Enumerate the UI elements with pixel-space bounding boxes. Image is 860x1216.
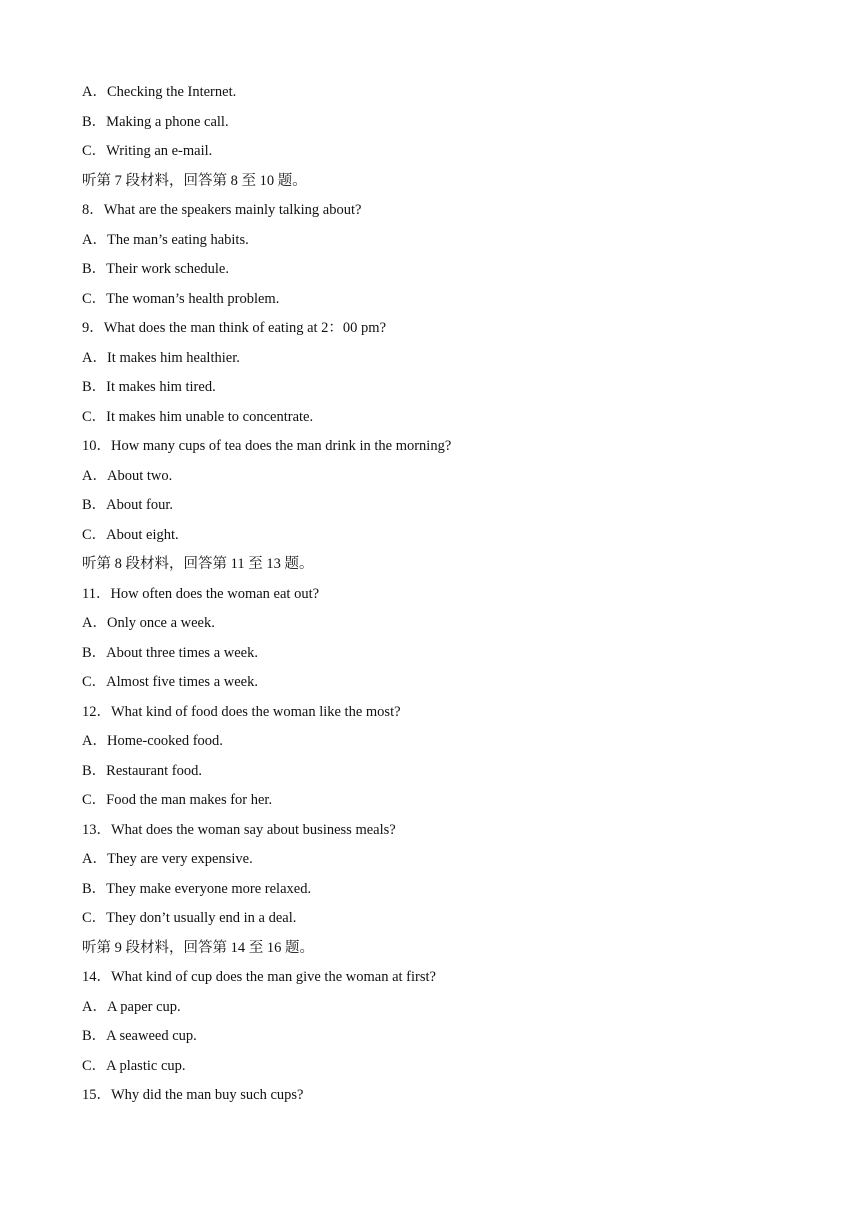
option-line: A．About two. xyxy=(82,467,173,484)
section-instruction: 听第 8 段材料，回答第 11 至 13 题。 xyxy=(82,556,314,572)
option-line: B．Restaurant food. xyxy=(82,762,203,779)
section-instruction: 听第 9 段材料，回答第 14 至 16 题。 xyxy=(82,939,314,956)
question-line: 15．Why did the man buy such cups? xyxy=(82,1087,304,1103)
option-line: A．It makes him healthier. xyxy=(82,349,240,366)
option-line: B．A seaweed cup. xyxy=(82,1028,197,1044)
option-line: B．About three times a week. xyxy=(82,644,258,661)
option-line: A．Checking the Internet. xyxy=(82,84,237,100)
option-line: C．The woman’s health problem. xyxy=(82,290,280,307)
question-line: 14．What kind of cup does the man give the woman at first? xyxy=(82,969,436,985)
option-line: C．Almost five times a week. xyxy=(82,674,258,690)
question-line: 12．What kind of food does the woman like the most? xyxy=(82,703,401,720)
option-line: A．The man’s eating habits. xyxy=(82,231,249,248)
option-line: B．They make everyone more relaxed. xyxy=(82,880,312,897)
option-line: A．Home-cooked food. xyxy=(82,733,223,749)
option-line: B．About four. xyxy=(82,497,174,513)
question-line: 13．What does the woman say about business meals? xyxy=(82,821,396,838)
section-instruction: 听第 7 段材料，回答第 8 至 10 题。 xyxy=(82,172,307,189)
option-line: B．Their work schedule. xyxy=(82,261,229,277)
option-line: C．A plastic cup. xyxy=(82,1057,186,1074)
option-line: C．Writing an e-mail. xyxy=(82,143,213,159)
question-line: 9．What does the man think of eating at 2：00 pm? xyxy=(82,320,387,336)
question-line: 8．What are the speakers mainly talking about? xyxy=(82,202,362,218)
option-line: B．Making a phone call. xyxy=(82,113,229,130)
option-line: A．A paper cup. xyxy=(82,998,181,1015)
option-line: C．It makes him unable to concentrate. xyxy=(82,408,314,425)
option-line: A．They are very expensive. xyxy=(82,851,253,867)
option-line: C．Food the man makes for her. xyxy=(82,792,273,808)
option-line: A．Only once a week. xyxy=(82,615,215,631)
question-line: 11．How often does the woman eat out? xyxy=(82,585,320,602)
question-list xyxy=(82,82,782,1115)
question-line: 10．How many cups of tea does the man drink in the morning? xyxy=(82,438,452,454)
option-line: C．They don’t usually end in a deal. xyxy=(82,910,297,926)
option-line: C．About eight. xyxy=(82,526,179,543)
option-line: B．It makes him tired. xyxy=(82,379,216,395)
